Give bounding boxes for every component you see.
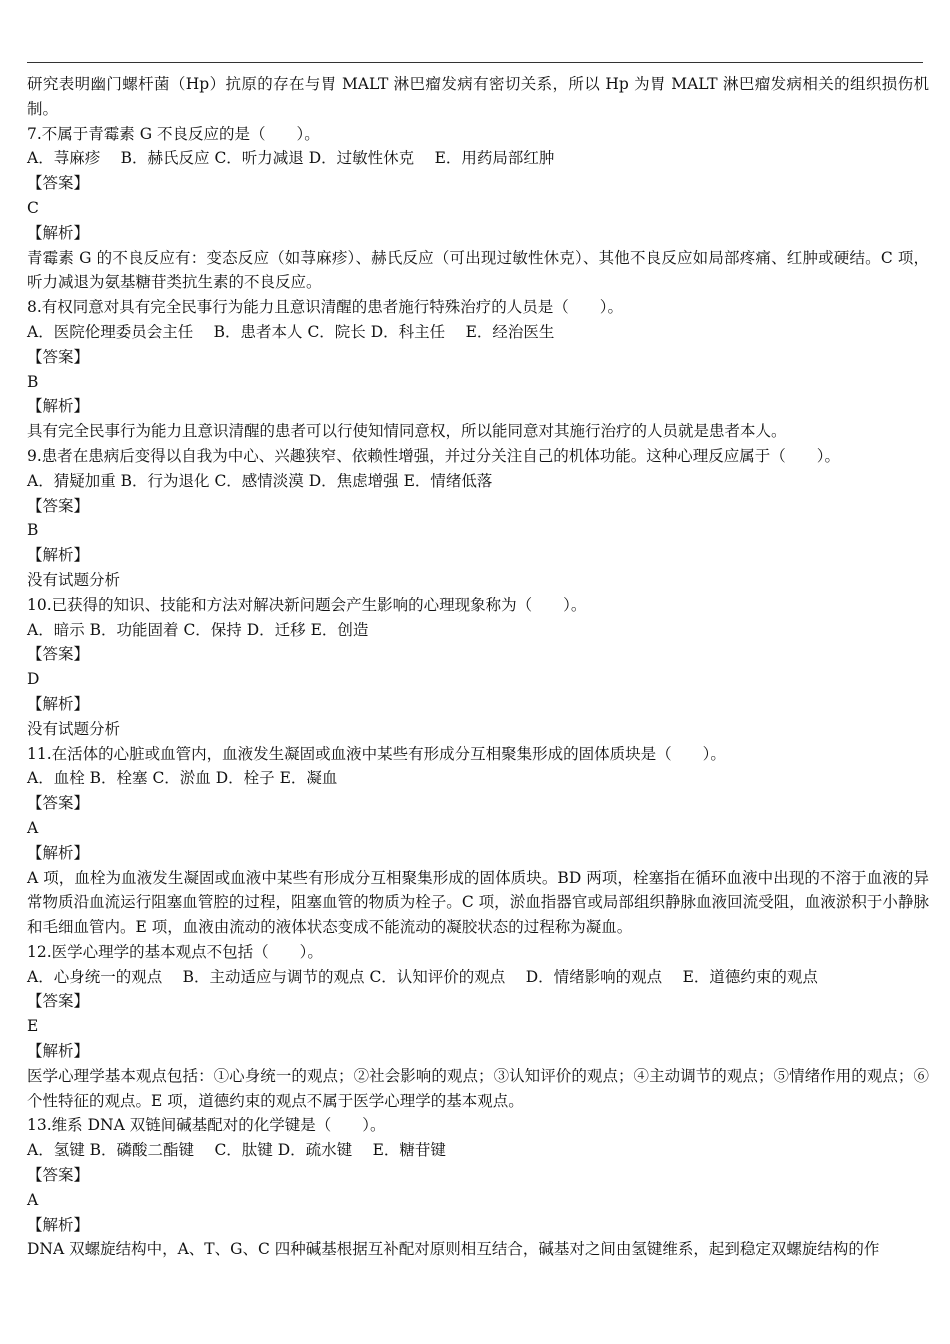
- question-7-analysis: 青霉素 G 的不良反应有：变态反应（如荨麻疹）、赫氏反应（可出现过敏性休克）、其他不良反应如局部疼痛、红肿或硬结。C 项，听力减退为氨基糖苷类抗生素的不良反应。: [27, 248, 929, 292]
- question-8-analysis-label: 【解析】: [27, 397, 90, 416]
- question-7-answer: C: [27, 198, 39, 217]
- question-13-stem: 13.维系 DNA 双链间碱基配对的化学键是（ ）。: [27, 1116, 386, 1135]
- question-9-answer: B: [27, 521, 39, 540]
- header-rule: [27, 62, 923, 63]
- document-body: [27, 72, 929, 1262]
- question-9-stem: 9.患者在患病后变得以自我为中心、兴趣狭窄、依赖性增强，并过分关注自己的机体功能。这种心理反应属于（ ）。: [27, 446, 841, 465]
- question-9-analysis: 没有试题分析: [27, 570, 121, 589]
- question-10-options: A．暗示 B．功能固着 C．保持 D．迁移 E．创造: [27, 620, 369, 639]
- question-13-answer: A: [27, 1190, 39, 1209]
- question-7-analysis-label: 【解析】: [27, 223, 90, 242]
- question-13-answer-label: 【答案】: [27, 1166, 90, 1185]
- question-11-answer-label: 【答案】: [27, 794, 90, 813]
- question-13-analysis: DNA 双螺旋结构中，A、T、G、C 四种碱基根据互补配对原则相互结合，碱基对之间由氢键维系，起到稳定双螺旋结构的作: [27, 1240, 880, 1259]
- question-8-stem: 8.有权同意对具有完全民事行为能力且意识清醒的患者施行特殊治疗的人员是（ ）。: [27, 298, 624, 317]
- question-13-options: A．氢键 B．磷酸二酯键 C．肽键 D．疏水键 E．糖苷键: [27, 1141, 446, 1160]
- question-12-answer-label: 【答案】: [27, 992, 90, 1011]
- question-9-options: A．猜疑加重 B．行为退化 C．感情淡漠 D．焦虑增强 E．情绪低落: [27, 471, 493, 490]
- question-12-analysis: 医学心理学基本观点包括：①心身统一的观点；②社会影响的观点；③认知评价的观点；④主动调节的观点；⑤情绪作用的观点；⑥个性特征的观点。E 项，道德约束的观点不属于医学心理学的基本观点。: [27, 1066, 929, 1110]
- continued-paragraph: 研究表明幽门螺杆菌（Hp）抗原的存在与胃 MALT 淋巴瘤发病有密切关系，所以 Hp 为胃 MALT 淋巴瘤发病相关的组织损伤机制。: [27, 75, 929, 118]
- question-8-options: A．医院伦理委员会主任 B．患者本人 C．院长 D．科主任 E．经治医生: [27, 322, 555, 341]
- question-11-stem: 11.在活体的心脏或血管内，血液发生凝固或血液中某些有形成分互相聚集形成的固体质块是（ ）。: [27, 744, 726, 763]
- question-7-options: A．荨麻疹 B．赫氏反应 C．听力减退 D．过敏性休克 E．用药局部红肿: [27, 149, 555, 168]
- question-7-answer-label: 【答案】: [27, 174, 90, 193]
- question-12-answer: E: [27, 1017, 39, 1036]
- question-12-options: A．心身统一的观点 B．主动适应与调节的观点 C．认知评价的观点 D．情绪影响的观点 E．道德约束的观点: [27, 967, 818, 986]
- question-8-analysis: 具有完全民事行为能力且意识清醒的患者可以行使知情同意权，所以能同意对其施行治疗的人员就是患者本人。: [27, 422, 787, 441]
- question-11-answer: A: [27, 818, 39, 837]
- question-9-answer-label: 【答案】: [27, 496, 90, 515]
- question-13-analysis-label: 【解析】: [27, 1215, 90, 1234]
- question-11-options: A．血栓 B．栓塞 C．淤血 D．栓子 E．凝血: [27, 769, 338, 788]
- question-11-analysis: A 项，血栓为血液发生凝固或血液中某些有形成分互相聚集形成的固体质块。BD 两项，栓塞指在循环血液中出现的不溶于血液的异常物质沿血流运行阻塞血管腔的过程，阻塞血管的物质为栓子。C 项，淤血指器官或局部组织静脉血液回流受阻，血液淤积于小静脉和毛细血管内。E 项，血液由流动的液体状态变成不能流动的凝胶状态的过程称为凝血。: [27, 868, 929, 937]
- question-11-analysis-label: 【解析】: [27, 843, 90, 862]
- question-10-stem: 10.已获得的知识、技能和方法对解决新问题会产生影响的心理现象称为（ ）。: [27, 595, 587, 614]
- question-10-analysis: 没有试题分析: [27, 719, 121, 738]
- question-12-analysis-label: 【解析】: [27, 1042, 90, 1061]
- question-10-answer: D: [27, 670, 40, 689]
- question-8-answer: B: [27, 372, 39, 391]
- question-8-answer-label: 【答案】: [27, 347, 90, 366]
- question-10-answer-label: 【答案】: [27, 645, 90, 664]
- question-12-stem: 12.医学心理学的基本观点不包括（ ）。: [27, 942, 323, 961]
- question-9-analysis-label: 【解析】: [27, 546, 90, 565]
- question-7-stem: 7.不属于青霉素 G 不良反应的是（ ）。: [27, 124, 320, 143]
- question-10-analysis-label: 【解析】: [27, 694, 90, 713]
